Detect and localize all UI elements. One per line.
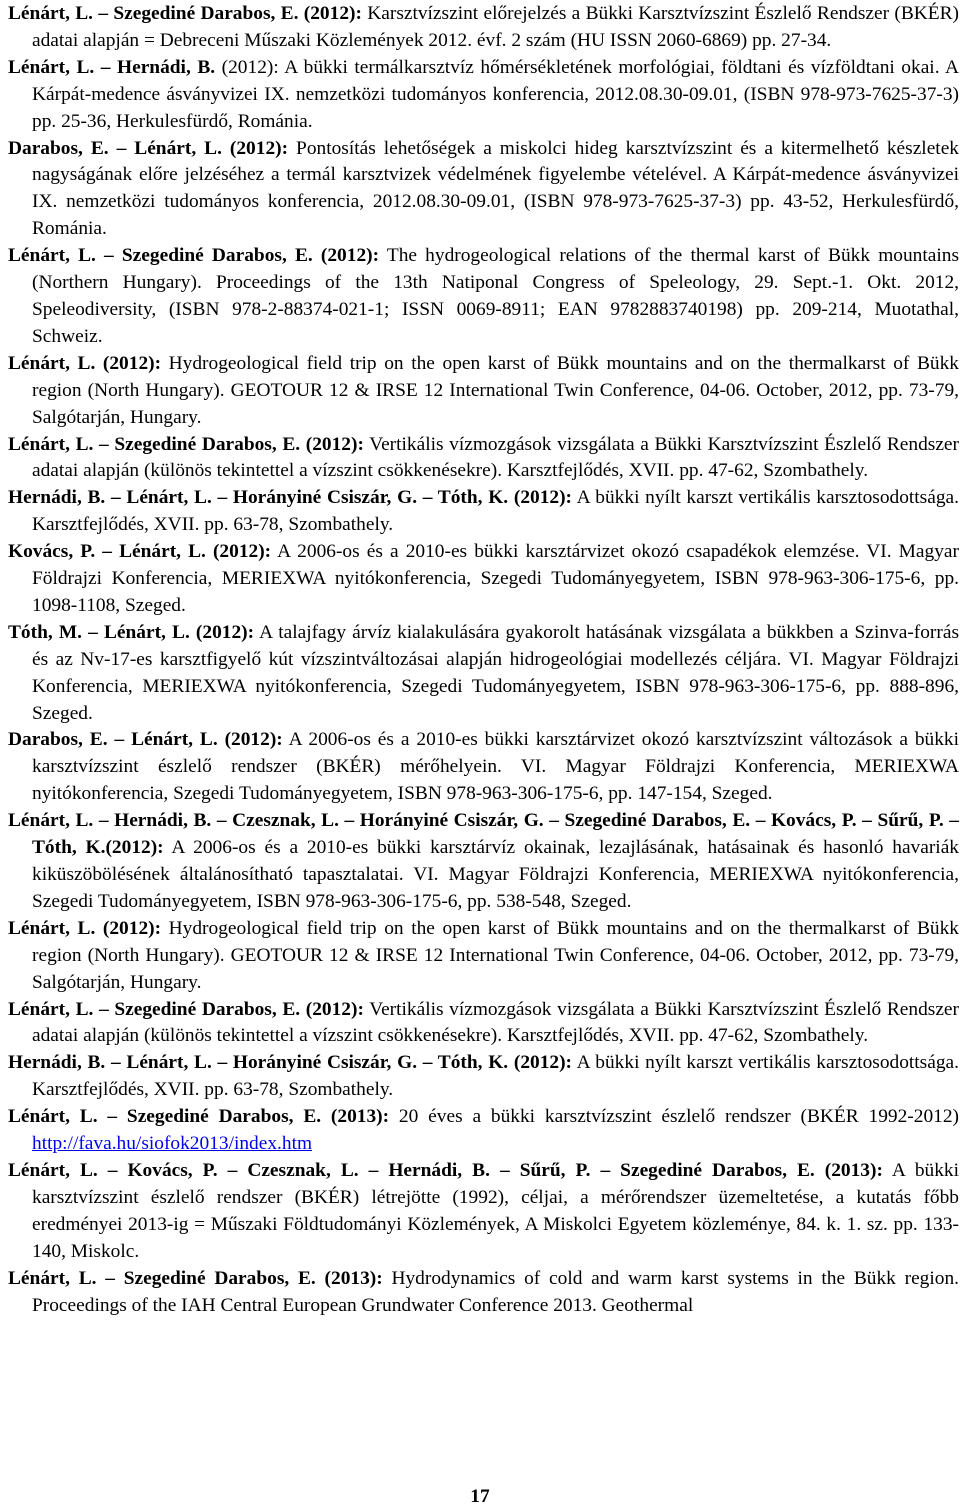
reference-authors: Lénárt, L. – Hernádi, B.: [8, 56, 216, 78]
reference-entry: [8, 620, 959, 728]
reference-text: A talajfagy árvíz kialakulására gyakorolt hatásának vizsgálata a bükkben a Szinva-forrás és az Nv-17-es karsztfigyelő kút vízszintváltozásai alapján hidrogeológiai modellezés céljára. VI. Magyar Földrajzi Konferencia, MERIEXWA nyitókonferencia, Szegedi Tudományegyetem, ISBN 978-963-306-175-6, pp. 888-896, Szeged.: [32, 621, 960, 724]
reference-authors: Lénárt, L. (2012):: [8, 352, 162, 374]
reference-link[interactable]: http://fava.hu/siofok2013/index.htm: [32, 1133, 313, 1155]
reference-text: A bükki nyílt karszt vertikális karsztosodottsága. Karsztfejlődés, XVII. pp. 63-78, Szombathely.: [32, 1052, 959, 1101]
reference-text: Hydrogeological field trip on the open karst of Bükk mountains and on the thermalkarst of Bükk region (North Hungary). GEOTOUR 12 & IRSE 12 International Twin Conference, 04-06. October, 2012, pp. 73-79, Salgótarján, Hungary.: [32, 352, 959, 428]
reference-entry: [8, 136, 959, 244]
reference-text: 20 éves a bükki karsztvízszint észlelő rendszer (BKÉR 1992-2012): [389, 1106, 959, 1128]
reference-list: [8, 1, 959, 1319]
reference-authors: Darabos, E. – Lénárt, L. (2012):: [8, 137, 289, 159]
reference-entry: [8, 539, 959, 620]
reference-authors: Lénárt, L. – Szegediné Darabos, E. (2012):: [8, 245, 380, 267]
reference-entry: [8, 808, 959, 916]
page-number: 17: [470, 1486, 490, 1507]
reference-entry: [8, 727, 959, 808]
reference-authors: Darabos, E. – Lénárt, L. (2012):: [8, 729, 283, 751]
reference-entry: [8, 1, 959, 55]
reference-authors: Lénárt, L. – Hernádi, B. – Czesznak, L. – Horányiné Csiszár, G. – Szegediné Darabos, E. – Kovács, P. – Sűrű, P. – Tóth, K.(2012):: [8, 810, 959, 859]
reference-text: Vertikális vízmozgások vizsgálata a Bükki Karsztvízszint Észlelő Rendszer adatai alapján (különös tekintettel a vízszint csökkenésekre). Karsztfejlődés, XVII. pp. 47-62, Szombathely.: [32, 998, 959, 1047]
reference-authors: Lénárt, L. – Kovács, P. – Czesznak, L. – Hernádi, B. – Sűrű, P. – Szegediné Darabos, E. (2013):: [8, 1159, 883, 1181]
reference-authors: Hernádi, B. – Lénárt, L. – Horányiné Csiszár, G. – Tóth, K. (2012):: [8, 1052, 573, 1074]
reference-entry: [8, 997, 959, 1051]
reference-text: Hydrogeological field trip on the open karst of Bükk mountains and on the thermalkarst of Bükk region (North Hungary). GEOTOUR 12 & IRSE 12 International Twin Conference, 04-06. October, 2012, pp. 73-79, Salgótarján, Hungary.: [32, 917, 959, 993]
reference-authors: Lénárt, L. – Szegediné Darabos, E. (2013):: [8, 1106, 390, 1128]
reference-authors: Lénárt, L. – Szegediné Darabos, E. (2012):: [8, 3, 362, 24]
reference-text: Pontosítás lehetőségek a miskolci hideg karsztvízszint és a kitermelhető készletek nagyságának előre jelzéséhez a termál karsztvizek védelmének figyelembe vételével. A Kárpát-medence ásványvizei IX. nemzetközi tudományos konferencia, 2012.08.30-09.01, (ISBN 978-973-7625-37-3) pp. 43-52, Herkulesfürdő, Románia.: [32, 137, 959, 240]
reference-text: A bükki nyílt karszt vertikális karsztosodottsága. Karsztfejlődés, XVII. pp. 63-78, Szombathely.: [32, 487, 959, 536]
reference-authors: Hernádi, B. – Lénárt, L. – Horányiné Csiszár, G. – Tóth, K. (2012):: [8, 487, 573, 509]
reference-text: Karsztvízszint előrejelzés a Bükki Karsztvízszint Észlelő Rendszer (BKÉR) adatai alapján = Debreceni Műszaki Közlemények 2012. évf. 2 szám (HU ISSN 2060-6869) pp. 27-34.: [32, 3, 959, 51]
reference-entry: [8, 1104, 959, 1158]
reference-text: A 2006-os és a 2010-es bükki karsztárvizet okozó karsztvízszint változások a bükki karsztvízszint észlelő rendszer (BKÉR) mérőhelyein. VI. Magyar Földrajzi Konferencia, MERIEXWA nyitókonferencia, Szegedi Tudományegyetem, ISBN 978-963-306-175-6, pp. 147-154, Szeged.: [32, 729, 960, 805]
reference-authors: Kovács, P. – Lénárt, L. (2012):: [8, 541, 272, 563]
reference-text: A 2006-os és a 2010-es bükki karsztárvizet okozó csapadékok elemzése. VI. Magyar Földrajzi Konferencia, MERIEXWA nyitókonferencia, Szegedi Tudományegyetem, ISBN 978-963-306-175-6, pp. 1098-1108, Szeged.: [32, 541, 959, 616]
reference-authors: Lénárt, L. – Szegediné Darabos, E. (2012):: [8, 433, 364, 455]
reference-entry: [8, 916, 959, 997]
reference-entry: [8, 1266, 959, 1320]
reference-text: Hydrodynamics of cold and warm karst systems in the Bükk region. Proceedings of the IAH Central European Grundwater Conference 2013. Geothermal: [32, 1267, 959, 1316]
reference-entry: [8, 432, 959, 486]
reference-text: A bükki karsztvízszint észlelő rendszer (BKÉR) létrejötte (1992), céljai, a mérőrendszer üzemeltetése, a kutatás főbb eredményei 2013-ig = Műszaki Földtudományi Közlemények, A Miskolci Egyetem közleménye, 84. k. 1. sz. pp. 133-140, Miskolc.: [32, 1159, 959, 1262]
reference-entry: [8, 1050, 959, 1104]
reference-authors: Lénárt, L. (2012):: [8, 917, 162, 939]
reference-text: A 2006-os és a 2010-es bükki karsztárvíz okainak, lezajlásának, hatásainak és hasonló havariák kiküszöbölésének általánosítható tapasztalatai. VI. Magyar Földrajzi Konferencia, MERIEXWA nyitókonferencia, Szegedi Tudományegyetem, ISBN 978-963-306-175-6, pp. 538-548, Szeged.: [32, 837, 959, 912]
reference-entry: [8, 1158, 959, 1266]
reference-text: The hydrogeological relations of the thermal karst of Bükk mountains (Northern Hungary). Proceedings of the 13th Natiponal Congress of Speleology, 29. Sept.-1. Okt. 2012, Speleodiversity, (ISBN 978-2-88374-021-1; ISSN 0069-8911; EAN 9782883740198) pp. 209-214, Muotathal, Schweiz.: [32, 245, 959, 347]
reference-entry: [8, 55, 959, 136]
reference-authors: Tóth, M. – Lénárt, L. (2012):: [8, 621, 255, 643]
reference-text: (2012): A bükki termálkarsztvíz hőmérsékletének morfológiai, földtani és vízföldtani okai. A Kárpát-medence ásványvizei IX. nemzetközi tudományos konferencia, 2012.08.30-09.01, (ISBN 978-973-7625-37-3) pp. 25-36, Herkulesfürdő, Románia.: [32, 56, 960, 132]
reference-text: Vertikális vízmozgások vizsgálata a Bükki Karsztvízszint Észlelő Rendszer adatai alapján (különös tekintettel a vízszint csökkenésekre). Karsztfejlődés, XVII. pp. 47-62, Szombathely.: [32, 433, 959, 482]
reference-entry: [8, 351, 959, 432]
reference-authors: Lénárt, L. – Szegediné Darabos, E. (2013):: [8, 1267, 383, 1289]
reference-entry: [8, 243, 959, 351]
reference-authors: Lénárt, L. – Szegediné Darabos, E. (2012):: [8, 998, 364, 1020]
reference-entry: [8, 485, 959, 539]
